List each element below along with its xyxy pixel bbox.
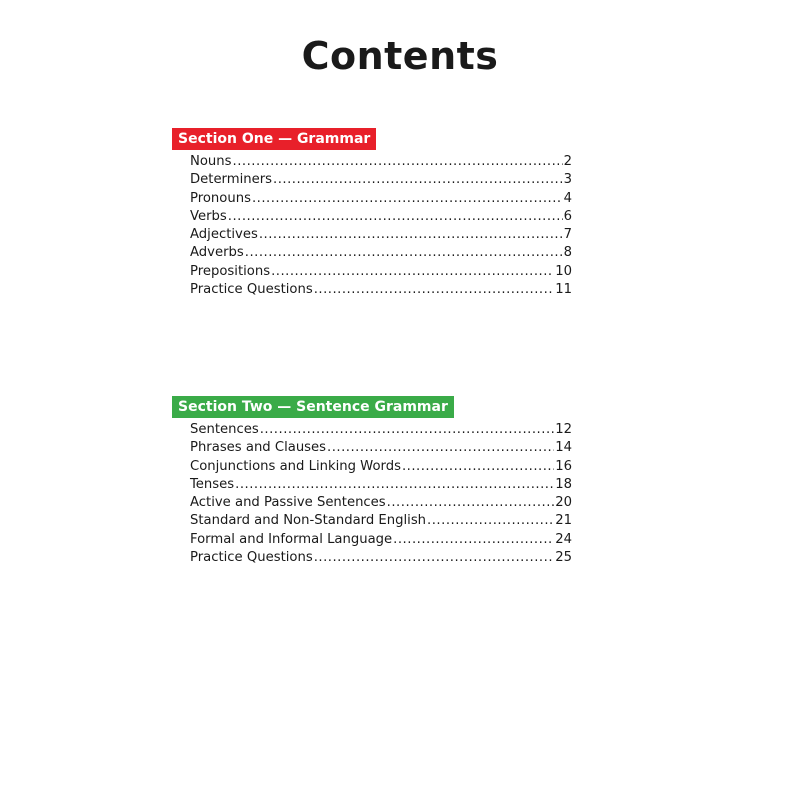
toc-entry-page: 20 [555,495,572,511]
dot-leader [427,512,554,530]
toc-entry-label: Nouns [190,154,232,169]
dot-leader [273,171,563,189]
toc-entry [190,263,572,281]
toc-entry-page: 4 [563,190,572,206]
toc-entry-page: 10 [555,263,572,279]
toc-entry-label: Practice Questions [190,282,313,298]
toc-entry-page: 25 [555,550,572,566]
toc-entry [190,208,572,226]
toc-entry [190,153,572,171]
dot-leader [245,244,563,262]
dot-leader [233,153,563,171]
toc-entry-label: Verbs [190,208,227,224]
toc-entry-page: 3 [563,172,572,188]
toc-entry-page: 16 [555,458,572,474]
toc-entry-page: 11 [555,282,572,298]
dot-leader [252,190,563,208]
dot-leader [260,421,554,439]
section-sentence-grammar [172,396,572,567]
dot-leader [393,531,554,549]
section-grammar [172,128,572,299]
toc-entry-label: Standard and Non-Standard English [190,513,427,529]
toc-entry-label: Pronouns [190,190,251,206]
toc-entry-label: Practice Questions [190,550,313,566]
toc-entry-page: 18 [555,476,572,492]
toc-entry [190,190,572,208]
dot-leader [387,494,555,512]
toc-entry [190,244,572,262]
toc-entry [190,421,572,439]
toc-entry-label: Adjectives [190,227,258,243]
toc-entry [190,439,572,457]
toc-entry [190,281,572,299]
section-heading: Section Two — Sentence Grammar [172,396,454,418]
dot-leader [314,281,555,299]
toc-entry [190,226,572,244]
section-heading: Section One — Grammar [172,128,376,150]
toc-entry [190,476,572,494]
toc-entry-page: 24 [555,531,572,547]
dot-leader [235,476,554,494]
toc-entry-label: Formal and Informal Language [190,531,393,547]
toc-list [172,421,572,567]
page-title: Contents [301,34,499,78]
toc-entry [190,549,572,567]
toc-entry-page: 14 [555,440,572,456]
toc-list [172,153,572,299]
dot-leader [402,458,554,476]
toc-entry-page: 2 [563,154,572,169]
toc-entry-label: Tenses [190,476,235,492]
toc-entry [190,494,572,512]
toc-entry-label: Sentences [190,422,259,437]
dot-leader [327,439,554,457]
dot-leader [228,208,563,226]
toc-entry-page: 8 [563,245,572,261]
toc-entry-page: 7 [563,227,572,243]
toc-entry-label: Active and Passive Sentences [190,495,386,511]
toc-entry-label: Conjunctions and Linking Words [190,458,401,474]
toc-entry [190,458,572,476]
toc-entry [190,171,572,189]
toc-entry [190,512,572,530]
toc-entry-page: 6 [563,208,572,224]
toc-entry-label: Adverbs [190,245,244,261]
toc-entry [190,531,572,549]
toc-entry-label: Phrases and Clauses [190,440,327,456]
dot-leader [259,226,563,244]
toc-entry-page: 21 [555,513,572,529]
toc-entry-page: 12 [555,422,572,437]
dot-leader [314,549,555,567]
dot-leader [271,263,554,281]
toc-entry-label: Prepositions [190,263,271,279]
toc-entry-label: Determiners [190,172,273,188]
